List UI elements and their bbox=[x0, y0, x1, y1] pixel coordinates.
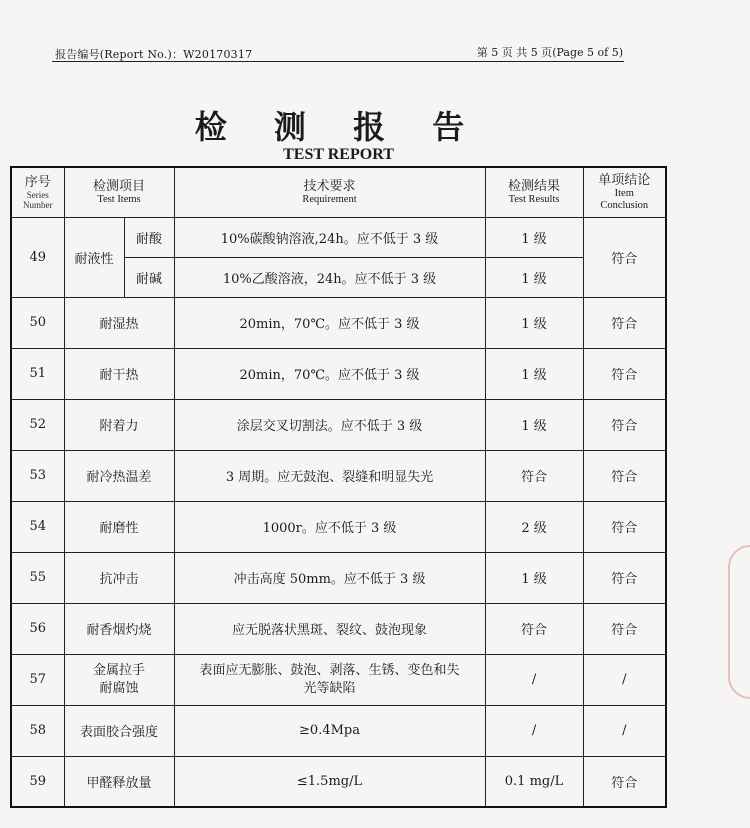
requirement bbox=[174, 654, 485, 705]
row-number: 53 bbox=[11, 450, 64, 501]
requirement: 10%乙酸溶液，24h。应不低于 3 级 bbox=[174, 257, 485, 297]
test-result: 0.1 mg/L bbox=[485, 756, 583, 807]
test-item: 耐磨性 bbox=[64, 501, 174, 552]
requirement-line1: 表面应无膨胀、鼓泡、剥落、生锈、变色和失 bbox=[199, 662, 460, 678]
table-row bbox=[11, 348, 666, 399]
header-conclusion bbox=[583, 167, 666, 217]
header-requirement bbox=[174, 167, 485, 217]
header-concl-en2: Conclusion bbox=[600, 199, 649, 211]
report-number-label: 报告编号(Report No.)： bbox=[55, 48, 184, 61]
conclusion: 符合 bbox=[583, 756, 666, 807]
row-number: 59 bbox=[11, 756, 64, 807]
test-report-table bbox=[10, 166, 667, 808]
conclusion: 符合 bbox=[583, 217, 666, 297]
report-number bbox=[55, 46, 252, 62]
row-number: 58 bbox=[11, 705, 64, 756]
official-seal-stamp bbox=[728, 545, 750, 699]
test-sub-item: 耐碱 bbox=[124, 257, 174, 297]
test-result: / bbox=[485, 705, 583, 756]
report-number-value: W20170317 bbox=[183, 48, 253, 61]
conclusion: 符合 bbox=[583, 603, 666, 654]
title-english: TEST REPORT bbox=[283, 146, 394, 163]
requirement: 冲击高度 50mm。应不低于 3 级 bbox=[174, 552, 485, 603]
requirement: 涂层交叉切割法。应不低于 3 级 bbox=[174, 399, 485, 450]
conclusion: 符合 bbox=[583, 552, 666, 603]
test-result: 符合 bbox=[485, 603, 583, 654]
header-results-cn: 检测结果 bbox=[508, 178, 561, 194]
test-item: 耐冷热温差 bbox=[64, 450, 174, 501]
header-series-cn: 序号 bbox=[24, 174, 51, 190]
test-item: 表面胶合强度 bbox=[64, 705, 174, 756]
test-item-line2: 耐腐蚀 bbox=[99, 680, 139, 696]
test-result: 1 级 bbox=[485, 399, 583, 450]
table-header-row bbox=[11, 167, 666, 217]
requirement: 20min，70℃。应不低于 3 级 bbox=[174, 297, 485, 348]
conclusion: 符合 bbox=[583, 297, 666, 348]
test-result: 1 级 bbox=[485, 257, 583, 297]
header-test-items bbox=[64, 167, 174, 217]
test-item: 耐液性 bbox=[64, 217, 124, 297]
header-results-en: Test Results bbox=[508, 193, 560, 205]
conclusion: / bbox=[583, 654, 666, 705]
requirement: 3 周期。应无鼓泡、裂缝和明显失光 bbox=[174, 450, 485, 501]
requirement: 1000r。应不低于 3 级 bbox=[174, 501, 485, 552]
header-series-en2: Number bbox=[23, 199, 53, 210]
table-row bbox=[11, 297, 666, 348]
header-req-en: Requirement bbox=[302, 193, 357, 205]
title-chinese: 检 测 报 告 bbox=[194, 108, 483, 146]
test-result: 1 级 bbox=[485, 552, 583, 603]
test-item: 甲醛释放量 bbox=[64, 756, 174, 807]
table-row bbox=[11, 552, 666, 603]
header-items-en: Test Items bbox=[97, 193, 141, 205]
header-items-cn: 检测项目 bbox=[93, 178, 146, 194]
table-row bbox=[11, 450, 666, 501]
row-number: 49 bbox=[11, 217, 64, 297]
table-row bbox=[11, 501, 666, 552]
test-item: 耐干热 bbox=[64, 348, 174, 399]
conclusion: 符合 bbox=[583, 348, 666, 399]
requirement: 20min，70℃。应不低于 3 级 bbox=[174, 348, 485, 399]
requirement: 10%碳酸钠溶液,24h。应不低于 3 级 bbox=[174, 217, 485, 257]
conclusion: 符合 bbox=[583, 501, 666, 552]
header-req-cn: 技术要求 bbox=[303, 178, 356, 194]
row-number: 54 bbox=[11, 501, 64, 552]
header-series-en1: Series bbox=[26, 189, 49, 200]
requirement-line2: 光等缺陷 bbox=[303, 680, 356, 696]
row-number: 50 bbox=[11, 297, 64, 348]
page-info: 第 5 页 共 5 页(Page 5 of 5) bbox=[476, 46, 623, 59]
row-number: 56 bbox=[11, 603, 64, 654]
requirement: 应无脱落状黑斑、裂纹、鼓泡现象 bbox=[174, 603, 485, 654]
test-result: 符合 bbox=[485, 450, 583, 501]
test-result: 1 级 bbox=[485, 217, 583, 257]
table-row bbox=[11, 654, 666, 705]
conclusion: / bbox=[583, 705, 666, 756]
header-series-number bbox=[11, 167, 64, 217]
row-number: 51 bbox=[11, 348, 64, 399]
test-result: 1 级 bbox=[485, 297, 583, 348]
table-row bbox=[11, 705, 666, 756]
row-number: 55 bbox=[11, 552, 64, 603]
test-item-line1: 金属拉手 bbox=[93, 662, 146, 678]
table-row bbox=[11, 399, 666, 450]
test-result: 1 级 bbox=[485, 348, 583, 399]
header-test-results bbox=[485, 167, 583, 217]
row-number: 52 bbox=[11, 399, 64, 450]
conclusion: 符合 bbox=[583, 399, 666, 450]
table-row bbox=[11, 756, 666, 807]
header-divider bbox=[52, 61, 624, 62]
requirement: ≤1.5mg/L bbox=[174, 756, 485, 807]
header-concl-cn: 单项结论 bbox=[598, 172, 651, 188]
conclusion: 符合 bbox=[583, 450, 666, 501]
requirement: ≥0.4Mpa bbox=[174, 705, 485, 756]
table-row bbox=[11, 217, 666, 257]
test-item: 耐湿热 bbox=[64, 297, 174, 348]
test-item: 耐香烟灼烧 bbox=[64, 603, 174, 654]
row-number: 57 bbox=[11, 654, 64, 705]
table-row bbox=[11, 603, 666, 654]
test-sub-item: 耐酸 bbox=[124, 217, 174, 257]
test-item: 附着力 bbox=[64, 399, 174, 450]
header-concl-en1: Item bbox=[614, 187, 634, 199]
test-item: 抗冲击 bbox=[64, 552, 174, 603]
test-result: 2 级 bbox=[485, 501, 583, 552]
test-result: / bbox=[485, 654, 583, 705]
test-item bbox=[64, 654, 174, 705]
